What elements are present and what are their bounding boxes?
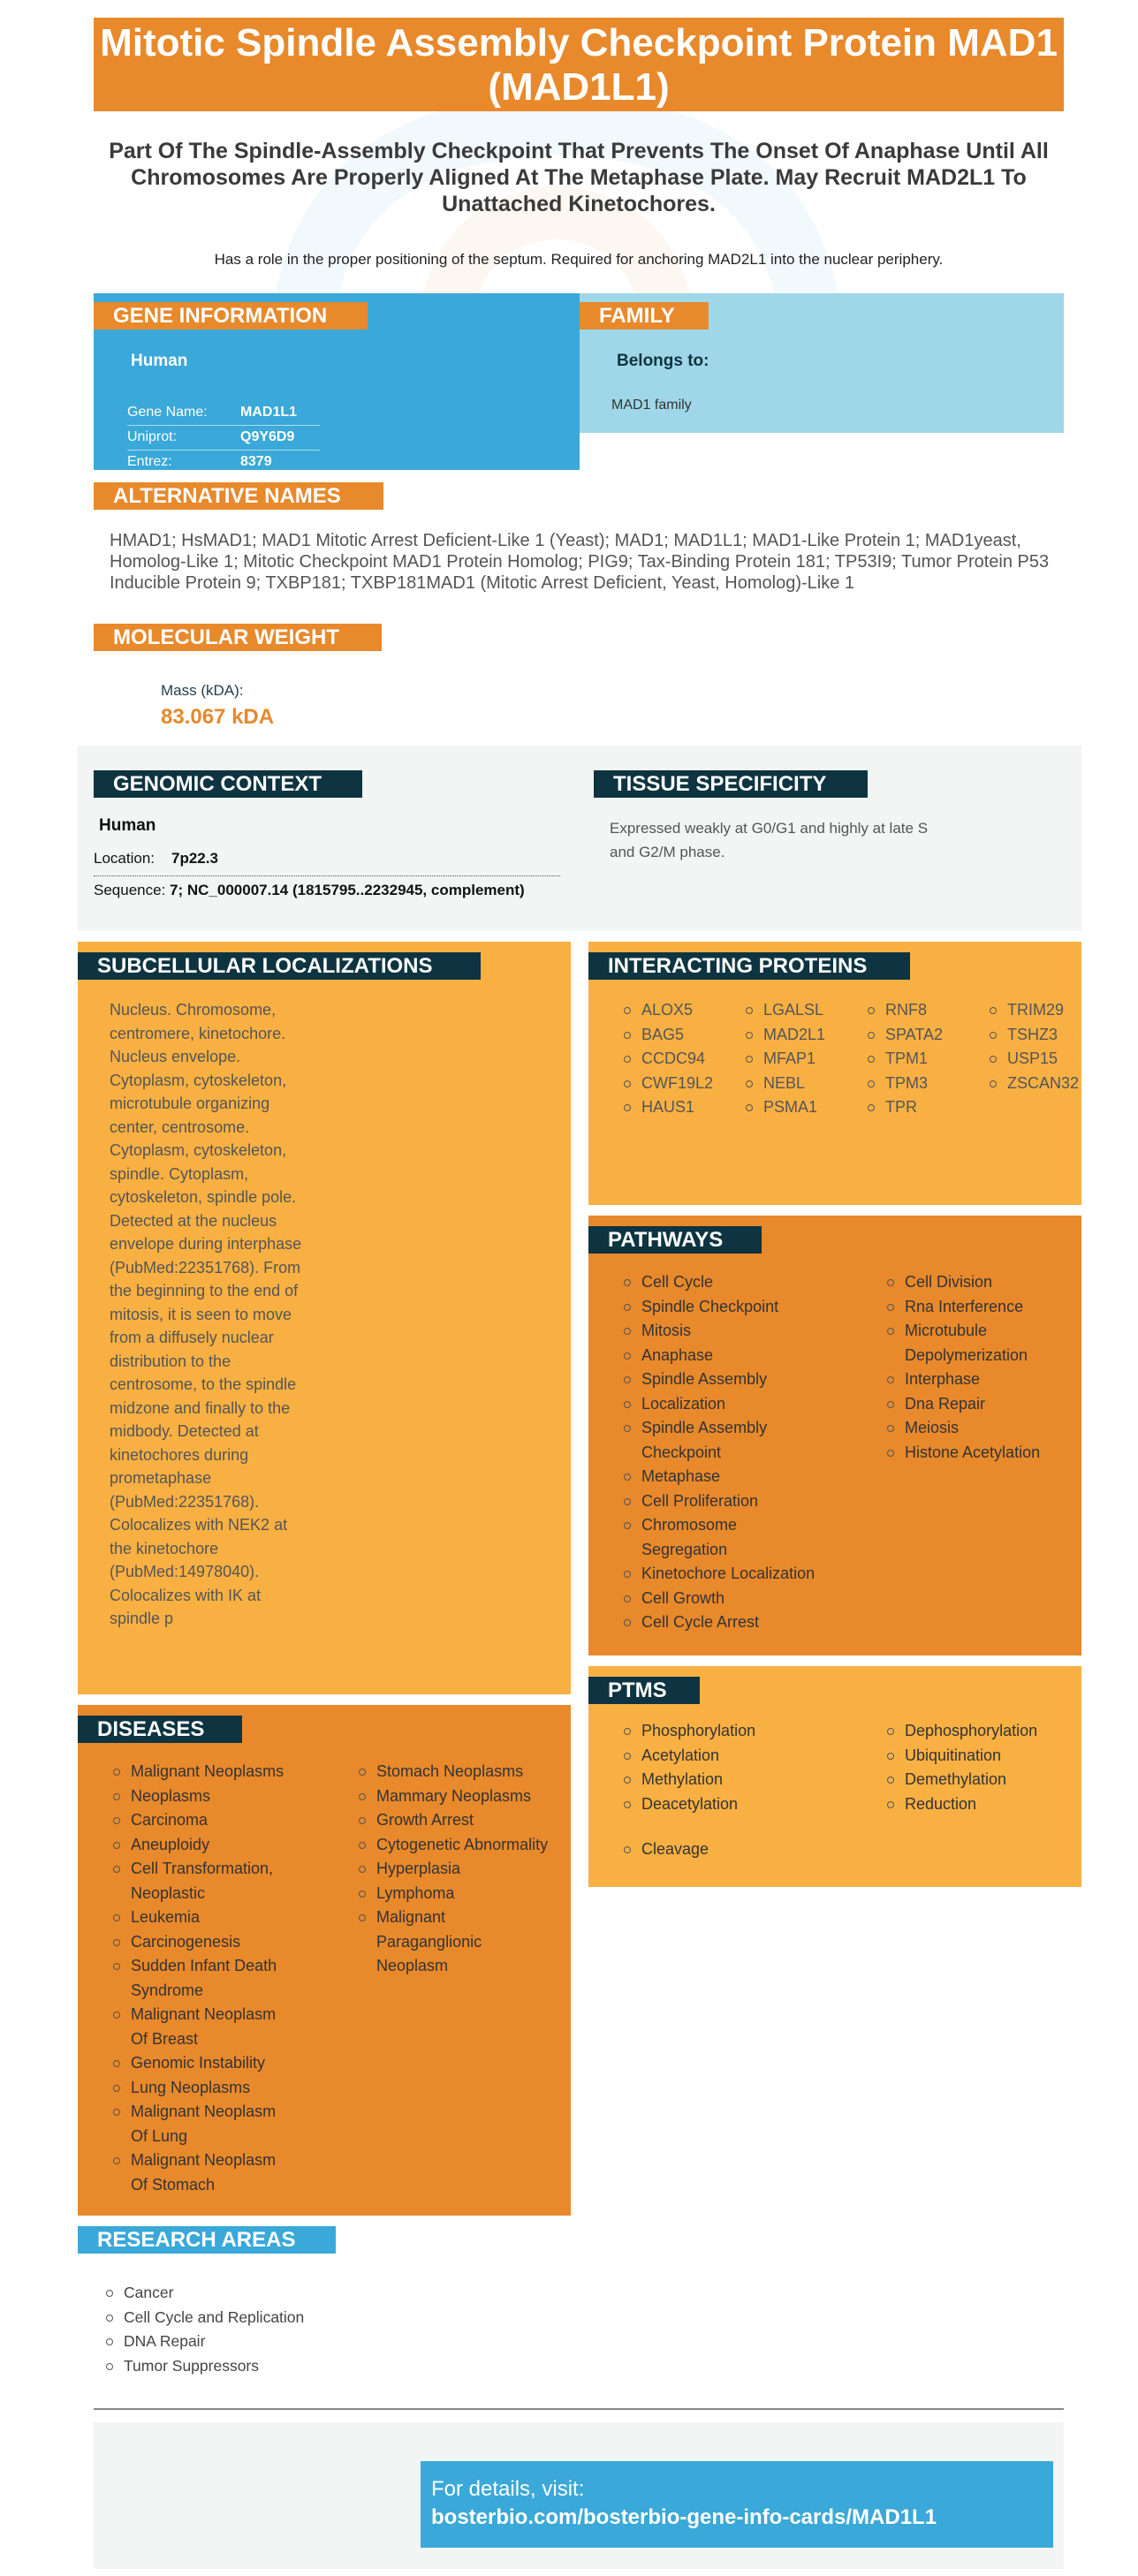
subcellular-localizations-heading: SUBCELLULAR LOCALIZATIONS [78, 952, 481, 980]
list-item: ZSCAN32 [988, 1072, 1079, 1096]
list-item: BAG5 [622, 1023, 713, 1048]
list-item: Spindle Checkpoint [622, 1295, 861, 1320]
family-heading: FAMILY [580, 302, 709, 330]
list-item: Cell Proliferation [622, 1489, 861, 1514]
subcellular-localizations-text: Nucleus. Chromosome, centromere, kinetochore. Nucleus envelope. Cytoplasm, cytoskeleton, microtubule organizing center, centrosome. Cytoplasm, cytoskeleton, spindle. Cytoplasm, cytoskeleton, spindle pole. Detected at the nucleus envelope during interphase (PubMed:22351768). From the beginning to the end of mitosis, it is seen to move from a diffusely nuclear distribution to the centrosome, to the spindle midzone and finally to the midbody. Detected at kinetochores during prometaphase (PubMed:22351768). Colocalizes with NEK2 at the kinetochore (PubMed:14978040). Colocalizes with IK at spindle p [110, 1001, 302, 1627]
pathways-col-1 [622, 1270, 861, 1635]
gene-row-value: 8379 [240, 454, 272, 469]
list-item: TPM1 [866, 1047, 943, 1072]
family-value: MAD1 family [611, 398, 692, 413]
list-item: Anaphase [622, 1344, 861, 1368]
sequence-label: Sequence: [94, 882, 166, 898]
list-item: Carcinogenesis [111, 1930, 315, 1955]
sequence-value: 7; NC_000007.14 (1815795..2232945, complement) [170, 882, 525, 898]
diseases-panel [78, 1705, 571, 2216]
list-item: SPATA2 [866, 1023, 943, 1048]
sequence-row [94, 882, 525, 899]
list-item: MFAP1 [744, 1047, 825, 1072]
list-item: Cleavage [622, 1837, 709, 1862]
list-item: Cell Growth [622, 1587, 861, 1611]
tissue-specificity-text: Expressed weakly at G0/G1 and highly at late S and G2/M phase. [610, 820, 929, 860]
details-link-label: For details, visit: [431, 2477, 585, 2501]
list-item: Cell Transformation, Neoplastic [111, 1857, 279, 1905]
page-title: Mitotic Spindle Assembly Checkpoint Protein MAD1 (MAD1L1) [94, 18, 1064, 111]
list-item: Growth Arrest [357, 1808, 569, 1833]
list-item: Chromosome Segregation [622, 1513, 763, 1562]
list-item: TPM3 [866, 1072, 943, 1096]
list-item: Metaphase [622, 1465, 861, 1489]
pathways-panel [588, 1216, 1081, 1655]
list-item: Acetylation [622, 1744, 755, 1769]
list-item: Spindle Assembly [622, 1368, 861, 1392]
list-item: Malignant Paraganglionic Neoplasm [357, 1905, 498, 1979]
alternative-names-heading: ALTERNATIVE NAMES [94, 482, 383, 510]
gene-info-table [127, 401, 320, 475]
interacting-proteins-panel [588, 942, 1081, 1205]
list-item: Localization [622, 1392, 861, 1417]
family-belongs-label: Belongs to: [617, 352, 709, 370]
tissue-specificity-heading: TISSUE SPECIFICITY [594, 770, 868, 798]
list-item: Sudden Infant Death Syndrome [111, 1954, 279, 2003]
ptms-col-1 [622, 1719, 755, 1816]
genomic-species: Human [99, 816, 156, 835]
gene-row-uniprot [127, 426, 320, 451]
list-item: TPR [866, 1095, 943, 1120]
gene-species: Human [131, 352, 188, 370]
list-item: Methylation [622, 1768, 755, 1792]
list-item: Spindle Assembly Checkpoint [622, 1416, 772, 1465]
gene-row-name [127, 401, 320, 426]
subcellular-localizations-panel [78, 942, 571, 1694]
location-row [94, 850, 560, 876]
list-item: USP15 [988, 1047, 1079, 1072]
gene-row-value: Q9Y6D9 [240, 429, 295, 444]
list-item: Leukemia [111, 1905, 315, 1930]
gene-row-key: Gene Name: [127, 405, 208, 420]
location-label: Location: [94, 850, 155, 867]
list-item: Rna Interference [885, 1295, 1062, 1320]
gene-information-heading: GENE INFORMATION [94, 302, 368, 330]
list-item: HAUS1 [622, 1095, 713, 1120]
interacting-proteins-col-3 [866, 998, 943, 1120]
list-item: Carcinoma [111, 1808, 315, 1833]
list-item: Malignant Neoplasm Of Lung [111, 2100, 297, 2148]
alternative-names-text: HMAD1; HsMAD1; MAD1 Mitotic Arrest Deficient-Like 1 (Yeast); MAD1; MAD1L1; MAD1-Like Protein 1; MAD1yeast, Homolog-Like 1; Mitotic Checkpoint MAD1 Protein Homolog; PIG9; Tax-Binding Protein 181; TP53I9; Tumor Protein P53 Inducible Protein 9; TXBP181; TXBP181MAD1 (Mitotic Arrest Deficient, Yeast, Homolog)-Like 1 [110, 531, 1050, 593]
list-item: Hyperplasia [357, 1857, 569, 1882]
diseases-col-1 [111, 1760, 315, 2197]
research-areas-heading: RESEARCH AREAS [78, 2226, 336, 2254]
list-item: Malignant Neoplasm Of Stomach [111, 2148, 297, 2197]
list-item: LGALSL [744, 998, 825, 1023]
list-item: CWF19L2 [622, 1072, 713, 1096]
list-item: Dephosphorylation [885, 1719, 1037, 1744]
list-item: Cell Division [885, 1270, 1062, 1295]
interacting-proteins-col-4 [988, 998, 1079, 1095]
list-item: Kinetochore Localization [622, 1562, 861, 1587]
details-link[interactable] [421, 2461, 1053, 2548]
pathways-col-2 [885, 1270, 1062, 1465]
list-item: Cell Cycle and Replication [104, 2306, 304, 2330]
list-item: Neoplasms [111, 1784, 315, 1809]
pathways-heading: PATHWAYS [588, 1226, 762, 1254]
list-item: Mammary Neoplasms [357, 1784, 569, 1809]
list-item: PSMA1 [744, 1095, 825, 1120]
gene-information-panel [94, 293, 580, 470]
gene-row-key: Uniprot: [127, 429, 178, 444]
list-item: TSHZ3 [988, 1023, 1079, 1048]
interacting-proteins-col-1 [622, 998, 713, 1120]
gene-row-entrez [127, 451, 320, 475]
mass-value: 83.067 kDA [161, 705, 275, 729]
list-item: Mitosis [622, 1319, 861, 1344]
ptms-heading: PTMS [588, 1677, 700, 1704]
list-item: Lymphoma [357, 1882, 569, 1906]
interacting-proteins-col-2 [744, 998, 825, 1120]
function-text: Has a role in the proper positioning of the septum. Required for anchoring MAD2L1 into the nuclear periphery. [214, 251, 944, 268]
list-item: Cell Cycle [622, 1270, 861, 1295]
location-value: 7p22.3 [171, 850, 218, 867]
list-item: Stomach Neoplasms [357, 1760, 569, 1784]
list-item: Lung Neoplasms [111, 2076, 315, 2101]
list-item: TRIM29 [988, 998, 1079, 1023]
list-item: Phosphorylation [622, 1719, 755, 1744]
list-item: MAD2L1 [744, 1023, 825, 1048]
list-item: DNA Repair [104, 2330, 304, 2354]
list-item: Genomic Instability [111, 2051, 315, 2076]
list-item: Cell Cycle Arrest [622, 1610, 861, 1635]
diseases-col-2 [357, 1760, 569, 1979]
gene-row-value: MAD1L1 [240, 405, 298, 420]
molecular-weight-heading: MOLECULAR WEIGHT [94, 624, 382, 651]
list-item: Malignant Neoplasms [111, 1760, 315, 1784]
list-item: RNF8 [866, 998, 943, 1023]
list-item: Microtubule Depolymerization [885, 1319, 1036, 1368]
list-item: Aneuploidy [111, 1833, 315, 1858]
research-areas-list [104, 2281, 304, 2378]
list-item: Demethylation [885, 1768, 1037, 1792]
gene-row-key: Entrez: [127, 454, 172, 469]
ptms-col-2 [885, 1719, 1037, 1816]
list-item: ALOX5 [622, 998, 713, 1023]
diseases-heading: DISEASES [78, 1716, 242, 1743]
ptms-extra [622, 1837, 709, 1862]
family-panel [580, 293, 1064, 433]
list-item: Interphase [885, 1368, 1062, 1392]
list-item: Tumor Suppressors [104, 2354, 304, 2379]
ptms-panel [588, 1666, 1081, 1887]
details-link-url[interactable]: bosterbio.com/bosterbio-gene-info-cards/MAD1L1 [431, 2505, 937, 2529]
mass-label: Mass (kDA): [161, 682, 244, 699]
list-item: Ubiquitination [885, 1744, 1037, 1769]
list-item: Reduction [885, 1792, 1037, 1817]
list-item: Deacetylation [622, 1792, 755, 1817]
list-item: NEBL [744, 1072, 825, 1096]
genomic-context-heading: GENOMIC CONTEXT [94, 770, 362, 798]
list-item: CCDC94 [622, 1047, 713, 1072]
list-item: Cancer [104, 2281, 304, 2306]
list-item: Dna Repair [885, 1392, 1062, 1417]
list-item: Histone Acetylation [885, 1441, 1062, 1466]
protein-function-summary: Part Of The Spindle-Assembly Checkpoint That Prevents The Onset Of Anaphase Until All Chromosomes Are Properly Aligned At The Metaphase Plate. May Recruit MAD2L1 To Unattached Kinetochores. [109, 139, 1049, 216]
list-item: Meiosis [885, 1416, 1062, 1441]
interacting-proteins-heading: INTERACTING PROTEINS [588, 952, 910, 980]
divider [94, 2408, 1064, 2410]
list-item: Cytogenetic Abnormality [357, 1833, 569, 1858]
list-item: Malignant Neoplasm Of Breast [111, 2003, 297, 2051]
